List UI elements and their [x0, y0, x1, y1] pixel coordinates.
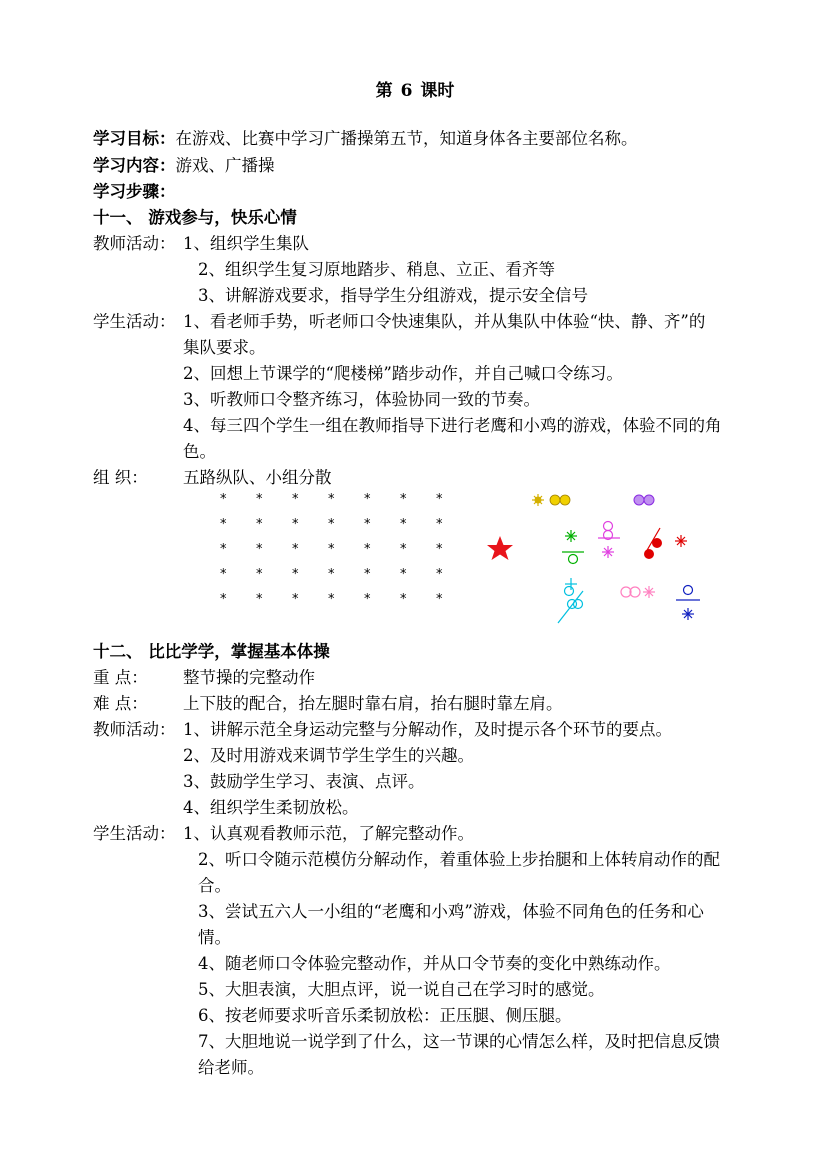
- section11-student-item: 集队要求。: [183, 338, 266, 357]
- formation-mark: *: [256, 492, 263, 507]
- green-group-icon: [562, 530, 584, 564]
- section11-student-item: 3、听教师口令整齐练习，体验协同一致的节奏。: [183, 390, 540, 409]
- formation-mark: *: [328, 567, 335, 582]
- formation-mark: *: [328, 542, 335, 557]
- teacher-star-icon: [487, 536, 513, 560]
- formation-mark: *: [256, 567, 263, 582]
- section12-student-item: 6、按老师要求听音乐柔韧放松：正压腿、侧压腿。: [198, 1006, 572, 1025]
- formation-mark: *: [256, 592, 263, 607]
- section12-diff-text: 上下肢的配合，抬左腿时靠右肩，抬右腿时靠左肩。: [183, 694, 563, 713]
- section12-teacher-item: 1、讲解示范全身运动完整与分解动作，及时提示各个环节的要点。: [183, 720, 672, 739]
- section12-student-item: 3、尝试五六人一小组的“老鹰和小鸡”游戏，体验不同角色的任务和心: [198, 902, 704, 921]
- formation-mark: *: [292, 567, 299, 582]
- section11-student-item: 4、每三四个学生一组在教师指导下进行老鹰和小鸡的游戏，体验不同的角: [183, 416, 722, 435]
- objective-row: [93, 128, 638, 150]
- section11-org-text: 五路纵队、小组分散: [183, 468, 332, 487]
- red-group-icon: [644, 528, 687, 559]
- section12-student-item: 情。: [198, 928, 231, 947]
- section12-heading: 十二、 比比学学，掌握基本体操: [93, 642, 330, 661]
- section12-student-label: 学生活动：: [93, 824, 176, 843]
- blue-group-icon: [676, 586, 700, 621]
- section11-heading: 十一、 游戏参与，快乐心情: [93, 208, 297, 227]
- formation-mark: *: [364, 517, 371, 532]
- section12-student-item: 7、大胆地说一说学到了什么，这一节课的心情怎么样，及时把信息反馈: [198, 1032, 720, 1051]
- formation-mark: *: [364, 592, 371, 607]
- title-prefix: 第: [375, 81, 393, 101]
- section12-teacher-item: 2、及时用游戏来调节学生学生的兴趣。: [183, 746, 474, 765]
- formation-mark: *: [220, 592, 227, 607]
- section12-diff-label: 难 点：: [93, 694, 148, 713]
- magenta-group-icon: [598, 522, 620, 559]
- formation-mark: *: [256, 542, 263, 557]
- title-suffix: 课时: [420, 81, 455, 101]
- formation-mark: *: [400, 592, 407, 607]
- formation-mark: *: [220, 492, 227, 507]
- formation-mark: *: [328, 592, 335, 607]
- formation-mark: *: [364, 492, 371, 507]
- section12-student-item: 1、认真观看教师示范，了解完整动作。: [183, 824, 474, 843]
- section11-teacher-item: 1、组织学生集队: [183, 234, 309, 253]
- formation-mark: *: [328, 492, 335, 507]
- cyan-group-icon: [558, 578, 583, 623]
- section12-student-item: 合。: [198, 876, 231, 895]
- steps-label: 学习步骤：: [93, 182, 176, 201]
- objective-label: 学习目标：: [93, 129, 176, 148]
- formation-mark: *: [220, 542, 227, 557]
- formation-mark: *: [436, 542, 443, 557]
- section12-teacher-item: 4、组织学生柔韧放松。: [183, 798, 359, 817]
- formation-mark: *: [436, 492, 443, 507]
- formation-mark: *: [364, 567, 371, 582]
- formation-mark: *: [400, 567, 407, 582]
- section12-key-label: 重 点：: [93, 668, 148, 687]
- yellow-group-icon: [532, 494, 570, 506]
- formation-mark: *: [292, 517, 299, 532]
- section11-teacher-item: 3、讲解游戏要求，指导学生分组游戏，提示安全信号: [198, 286, 588, 305]
- page-title: [0, 80, 830, 102]
- pink-group-icon: [621, 586, 655, 598]
- purple-pair-icon: [634, 495, 654, 505]
- formation-mark: *: [220, 517, 227, 532]
- formation-mark: *: [256, 517, 263, 532]
- formation-mark: *: [400, 492, 407, 507]
- section11-student-item: 2、回想上节课学的“爬楼梯”踏步动作，并自己喊口令练习。: [183, 364, 623, 383]
- section12-student-item: 2、听口令随示范模仿分解动作，着重体验上步抬腿和上体转肩动作的配: [198, 850, 720, 869]
- formation-mark: *: [436, 517, 443, 532]
- formation-mark: *: [292, 542, 299, 557]
- section11-student-label: 学生活动：: [93, 312, 176, 331]
- section12-teacher-label: 教师活动：: [93, 720, 176, 739]
- formation-mark: *: [328, 517, 335, 532]
- section12-key-text: 整节操的完整动作: [183, 668, 315, 687]
- section11-org-label: 组 织：: [93, 468, 148, 487]
- formation-mark: *: [436, 592, 443, 607]
- content-text: 游戏、广播操: [175, 156, 275, 175]
- section11-teacher-label: 教师活动：: [93, 234, 176, 253]
- lesson-number: 6: [400, 81, 413, 101]
- formation-mark: *: [220, 567, 227, 582]
- formation-mark: *: [400, 542, 407, 557]
- section12-student-item: 5、大胆表演，大胆点评，说一说自己在学习时的感觉。: [198, 980, 605, 999]
- section11-teacher-item: 2、组织学生复习原地踏步、稍息、立正、看齐等: [198, 260, 555, 279]
- section12-student-item: 给老师。: [198, 1058, 264, 1077]
- objective-text: 在游戏、比赛中学习广播操第五节，知道身体各主要部位名称。: [175, 129, 638, 148]
- content-label: 学习内容：: [93, 156, 176, 175]
- section12-student-item: 4、随老师口令体验完整动作，并从口令节奏的变化中熟练动作。: [198, 954, 671, 973]
- section11-student-item: 色。: [183, 442, 216, 461]
- formation-mark: *: [292, 492, 299, 507]
- content-row: [93, 155, 275, 177]
- formation-mark: *: [364, 542, 371, 557]
- formation-mark: *: [400, 517, 407, 532]
- formation-mark: *: [436, 567, 443, 582]
- section12-teacher-item: 3、鼓励学生学习、表演、点评。: [183, 772, 425, 791]
- section11-student-item: 1、看老师手势，听老师口令快速集队，并从集队中体验“快、静、齐”的: [183, 312, 706, 331]
- formation-mark: *: [292, 592, 299, 607]
- group-game-illustration: [478, 488, 708, 628]
